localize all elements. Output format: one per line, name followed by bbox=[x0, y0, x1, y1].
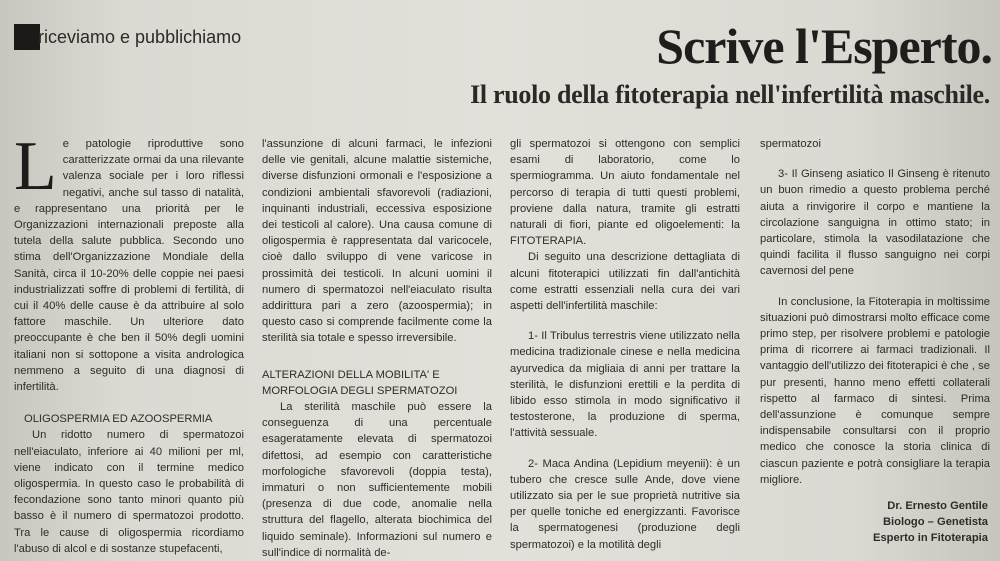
kicker-square-icon bbox=[14, 24, 40, 50]
drop-cap: L bbox=[14, 128, 57, 205]
kicker-label: riceviamo e pubblichiamo bbox=[38, 26, 242, 47]
page-title: Scrive l'Esperto. bbox=[656, 18, 992, 74]
article-column-3 bbox=[510, 136, 740, 553]
paragraph: l'assunzione di alcuni farmaci, le infezioni delle vie genitali, alcune malattie sistemiche, diverse disfunzioni ormonali e l'esposizione a condizioni ambientali sfavorevoli (radiazioni, inquinanti industriali, eccessiva esposizione dei testicoli al calore). Una causa comune di oligospermia è rappresentata dal varicocele, cioè dallo sviluppo di vene varicose in prossimità dei testicoli. In alcuni uomini il numero di spermatozoi nell'eiaculato risulta addirittura pari a zero (azoospermia); in questo caso si comprende facilmente come la sterilità sia totale e spesso irreversibile. bbox=[262, 138, 492, 345]
paragraph: In conclusione, la Fitoterapia in moltissime situazioni può dimostrarsi molto efficace come primo step, per risolvere problemi e patologie prima di ricorrere ai farmaci tradizionali. Il vantaggio dell'utilizzo dei fitoterapici è che , se pur presenti, hanno meno effetti collaterali rispetto al farmaco di sintesi. Prima dell'assunzione è comunque sempre indispensabile consultarsi con il proprio medico che conosce la storia clinica di ciascun paziente e potrà consigliare la terapia migliore. bbox=[760, 295, 990, 486]
section-heading: OLIGOSPERMIA ED AZOOSPERMIA bbox=[24, 413, 213, 426]
paragraph: 2- Maca Andina (Lepidium meyenii): è un tubero che cresce sulle Ande, dove viene utilizzato sia per le sue proprietà nutritive sia per quelle toniche ed energizzanti. Favorisce la spermatogenesi (produzione degli spermatozoi) e la motilità degli bbox=[510, 457, 740, 551]
paragraph: 1- Il Tribulus terrestris viene utilizzato nella medicina tradizionale cinese e nella medicina ayurvedica da migliaia di anni per trattare la sterilità, le disfunzioni erettili e la perdita di libido esso stimola in modo significativo il testosterone, la produzione di sperma, l'attività sessuale. bbox=[510, 330, 740, 440]
section-heading: ALTERAZIONI DELLA MOBILITA' E MORFOLOGIA DEGLI SPERMATOZOI bbox=[262, 368, 458, 397]
paragraph: La sterilità maschile può essere la conseguenza di una percentuale esageratamente elevata di spermatozoi difettosi, ad esempio con caratteristiche morfologiche sfavorevoli (doppia testa), immaturi o non sufficientemente mobili (presenza di due code, anomalie nella struttura del flagello, alterata biochimica del liquido seminale). Informazioni sul numero e sull'indice di normalità de- bbox=[262, 401, 492, 559]
article-column-4 bbox=[760, 136, 990, 546]
paragraph: Un ridotto numero di spermatozoi nell'eiaculato, inferiore ai 40 milioni per ml, viene indicato con il termine medico oligospermia. In questo caso le probabilità di fecondazione sono tanto minori quanto più basso è il numero di spermatozoi prodotto. Tra le cause di oligospermia ricordiamo l'abuso di alcol e di sostanze stupefacenti, bbox=[14, 429, 244, 555]
article-column-2 bbox=[262, 136, 492, 561]
author-name: Dr. Ernesto Gentile bbox=[887, 500, 988, 513]
paragraph: Di seguito una descrizione dettagliata di alcuni fitoterapici utilizzati fin dall'antichità come estratti essenziali nella cura dei vari aspetti dell'infertilità maschile: bbox=[510, 251, 740, 313]
paragraph: e patologie riproduttive sono caratterizzate ormai da una rilevante valenza sociale per i loro riflessi negativi, anche sul tasso di natalità, e rappresentano una priorità per le Organizzazioni internazionali preposte alla tutela della salute pubblica. Secondo uno stima dell'Organizzazione Mondiale della Sanità, circa il 10-20% delle coppie nei paesi industrializzati soffre di problemi di fertilità, di cui il 40% delle cause è da attribuire al solo fattore maschile. Un ulteriore dato preoccupante è che ben il 50% degli uomini italiani non si sottopone a visita andrologica nemmeno a seguito di una diagnosi di infertilità. bbox=[14, 138, 244, 394]
paragraph: 3- Il Ginseng asiatico Il Ginseng è ritenuto un buon rimedio a questo problema perché aiuta a rinvigorire il corpo e mantiene la circolazione sanguigna in ottimo stato; in particolare, stimola la vasodilatazione che quindi facilita il flusso sanguigno nei corpi cavernosi del pene bbox=[760, 168, 990, 278]
paragraph: gli spermatozoi si ottengono con semplici esami di laboratorio, come lo spermiogramma. Un aiuto fondamentale nel percorso di terapia di tutti questi problemi, proviene dalla natura, tramite gli estratti naturali di fiori, piante ed oligoelementi: la FITOTERAPIA. bbox=[510, 138, 740, 248]
paragraph: spermatozoi bbox=[760, 138, 821, 150]
article-column-1 bbox=[14, 128, 244, 557]
author-signature bbox=[760, 498, 990, 546]
author-role: Biologo – Genetista bbox=[882, 516, 988, 529]
page-subtitle: Il ruolo della fitoterapia nell'infertilità maschile. bbox=[470, 80, 990, 109]
author-specialty: Esperto in Fitoterapia bbox=[873, 532, 988, 545]
section-kicker bbox=[14, 24, 241, 50]
